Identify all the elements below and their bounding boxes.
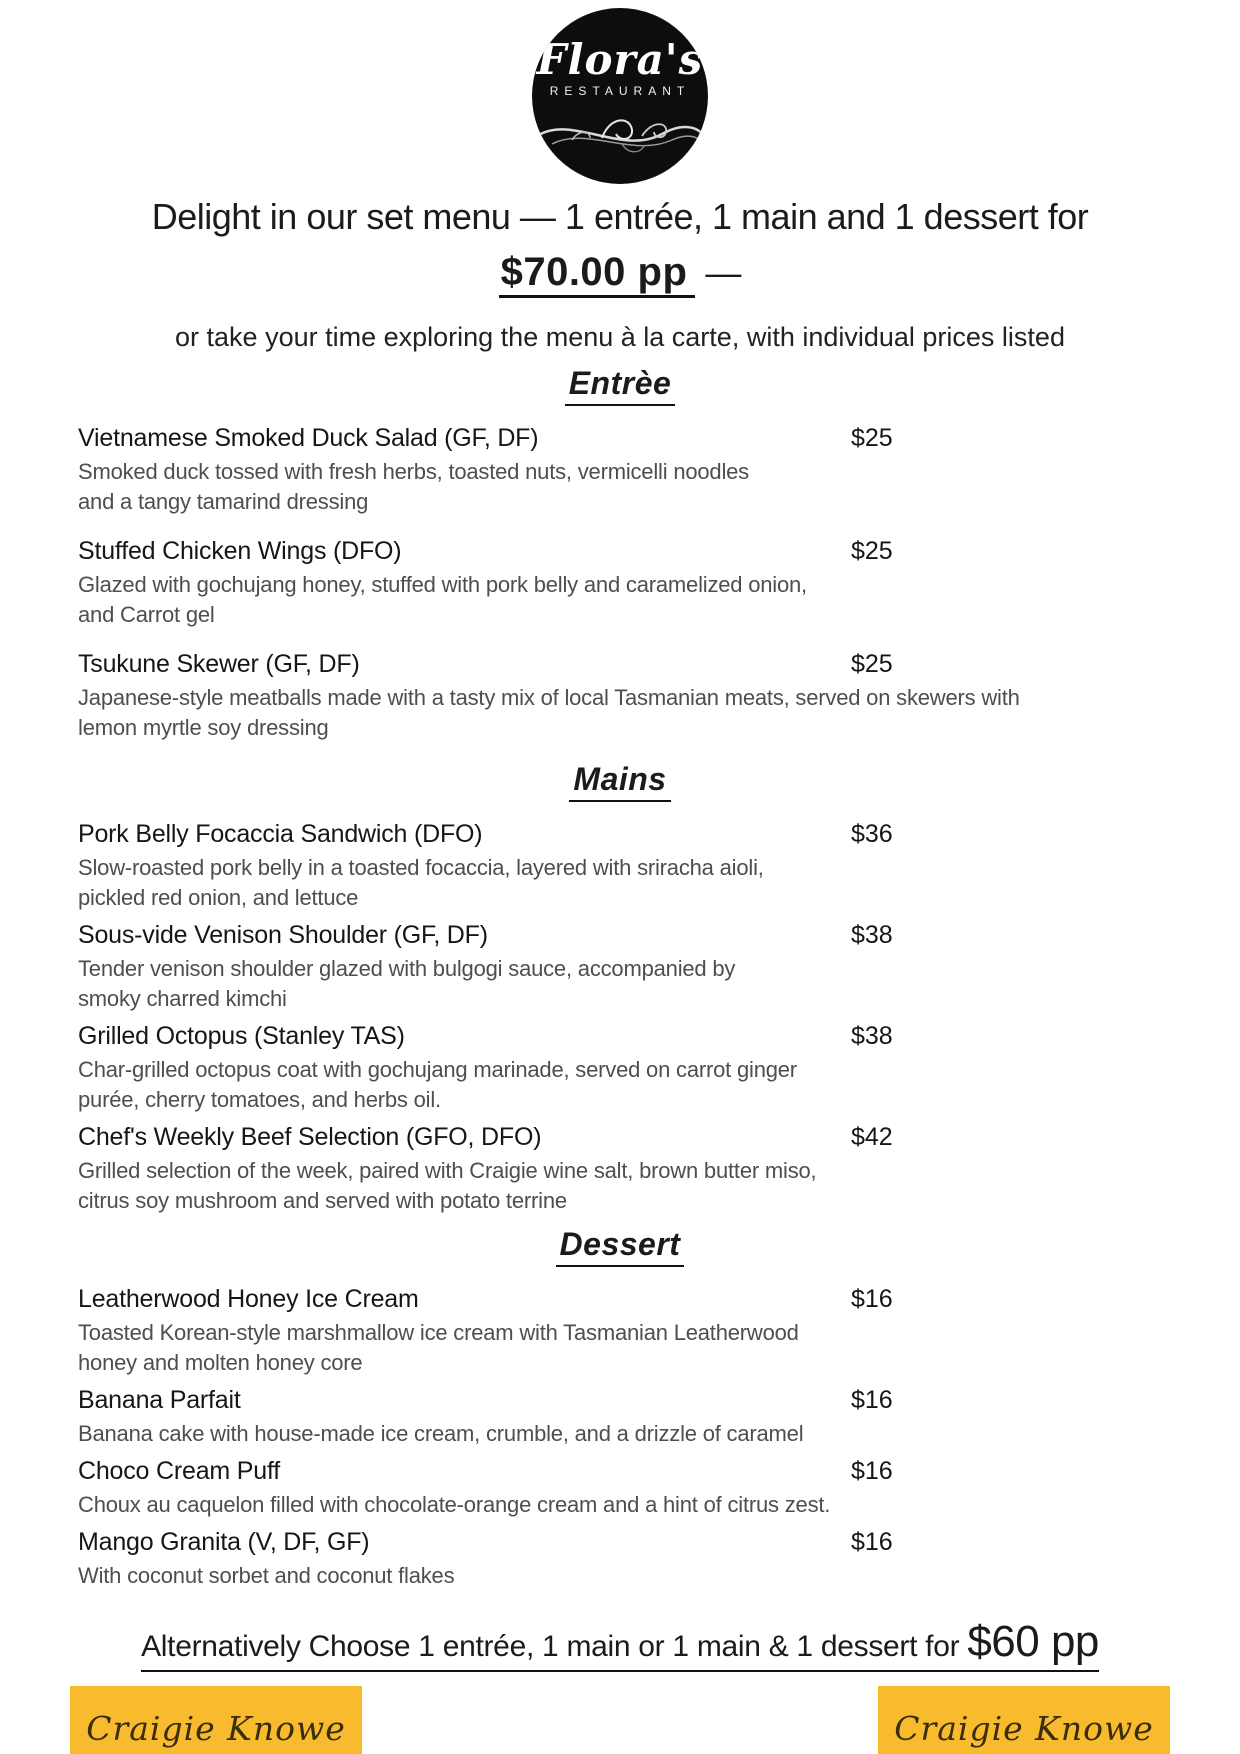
section-title: Mains	[569, 761, 670, 802]
menu-item-name: Tsukune Skewer (GF, DF)	[78, 650, 360, 678]
menu-item-name: Leatherwood Honey Ice Cream	[78, 1285, 419, 1313]
set-menu-intro: Delight in our set menu — 1 entrée, 1 main and 1 dessert for	[151, 196, 1089, 237]
set-price: $70.00 pp	[499, 250, 696, 298]
brand-badges-row	[0, 1686, 1240, 1754]
brand-badge-text: Craigie Knowe	[86, 1708, 346, 1748]
menu-item-price: $38	[851, 921, 893, 949]
menu-item-price: $16	[851, 1457, 893, 1485]
menu-item-price: $16	[851, 1386, 893, 1414]
section-heading-dessert	[78, 1226, 1162, 1267]
menu-item	[78, 1020, 1162, 1115]
menu-item-name: Pork Belly Focaccia Sandwich (DFO)	[78, 820, 483, 848]
menu-item	[78, 422, 1162, 517]
menu-item-description: Tender venison shoulder glazed with bulgogi sauce, accompanied by smoky charred kimchi	[78, 956, 736, 1011]
floras-restaurant-logo	[532, 8, 708, 184]
brand-badge	[70, 1686, 362, 1754]
menu-item-price: $16	[851, 1528, 893, 1556]
alternative-offer-price: $60 pp	[967, 1617, 1099, 1666]
menu-item-description: Grilled selection of the week, paired with Craigie wine salt, brown butter miso, citrus soy mushroom and served with potato terrine	[78, 1158, 817, 1213]
menu-item-description: Slow-roasted pork belly in a toasted focaccia, layered with sriracha aioli, pickled red onion, and lettuce	[78, 855, 764, 910]
menu-item-name: Mango Granita (V, DF, GF)	[78, 1528, 370, 1556]
logo-subtitle: RESTAURANT	[549, 84, 691, 98]
brand-badge-text: Craigie Knowe	[894, 1708, 1154, 1748]
menu-item-price: $25	[851, 537, 893, 565]
section-entree	[78, 365, 1162, 743]
alternative-offer-line	[0, 1617, 1240, 1672]
menu-item-description: Banana cake with house-made ice cream, crumble, and a drizzle of caramel	[78, 1421, 804, 1446]
menu-item	[78, 535, 1162, 630]
menu-item-description: Choux au caquelon filled with chocolate-orange cream and a hint of citrus zest.	[78, 1492, 831, 1517]
brand-badge	[878, 1686, 1170, 1754]
menu-body	[0, 365, 1240, 1591]
menu-item-price: $16	[851, 1285, 893, 1313]
menu-item-name: Sous-vide Venison Shoulder (GF, DF)	[78, 921, 488, 949]
menu-item-name: Chef's Weekly Beef Selection (GFO, DFO)	[78, 1123, 542, 1151]
section-title: Dessert	[556, 1226, 685, 1267]
menu-item-description: With coconut sorbet and coconut flakes	[78, 1563, 455, 1588]
set-price-dash: —	[695, 252, 742, 293]
menu-item-name: Banana Parfait	[78, 1386, 241, 1414]
alternative-offer-text: Alternatively Choose 1 entrée, 1 main or 1 main & 1 dessert for	[141, 1630, 968, 1663]
menu-item-price: $25	[851, 424, 893, 452]
menu-item-description: Japanese-style meatballs made with a tasty mix of local Tasmanian meats, served on skewers with lemon myrtle soy dressing	[78, 685, 1020, 740]
menu-item-price: $38	[851, 1022, 893, 1050]
section-mains	[78, 761, 1162, 1216]
section-heading-mains	[78, 761, 1162, 802]
section-title: Entrèe	[565, 365, 676, 406]
set-price-line	[0, 246, 1240, 307]
menu-item-price: $25	[851, 650, 893, 678]
menu-item-price: $36	[851, 820, 893, 848]
menu-item-description: Toasted Korean-style marshmallow ice cream with Tasmanian Leatherwood honey and molten honey core	[78, 1320, 799, 1375]
menu-item-description: Char-grilled octopus coat with gochujang marinade, served on carrot ginger purée, cherry tomatoes, and herbs oil.	[78, 1057, 797, 1112]
logo-name: Flora's	[536, 35, 704, 84]
menu-item-description: Glazed with gochujang honey, stuffed with pork belly and caramelized onion, and Carrot gel	[78, 572, 807, 627]
menu-item	[78, 1121, 1162, 1216]
section-dessert	[78, 1226, 1162, 1591]
a-la-carte-note: or take your time exploring the menu à la carte, with individual prices listed	[175, 322, 1065, 352]
menu-item	[78, 1283, 1162, 1378]
menu-item-name: Vietnamese Smoked Duck Salad (GF, DF)	[78, 424, 539, 452]
logo-container	[0, 0, 1240, 184]
menu-item	[78, 919, 1162, 1014]
menu-item-name: Choco Cream Puff	[78, 1457, 280, 1485]
menu-item	[78, 1384, 1162, 1449]
section-heading-entree	[78, 365, 1162, 406]
menu-item-description: Smoked duck tossed with fresh herbs, toasted nuts, vermicelli noodles and a tangy tamarind dressing	[78, 459, 749, 514]
menu-item-name: Stuffed Chicken Wings (DFO)	[78, 537, 402, 565]
menu-item	[78, 818, 1162, 913]
menu-item-price: $42	[851, 1123, 893, 1151]
alternative-offer-underline	[141, 1617, 1099, 1672]
menu-item	[78, 648, 1162, 743]
menu-item-name: Grilled Octopus (Stanley TAS)	[78, 1022, 405, 1050]
flourish-swirl-icon	[532, 96, 708, 166]
menu-item	[78, 1455, 1162, 1520]
menu-item	[78, 1526, 1162, 1591]
